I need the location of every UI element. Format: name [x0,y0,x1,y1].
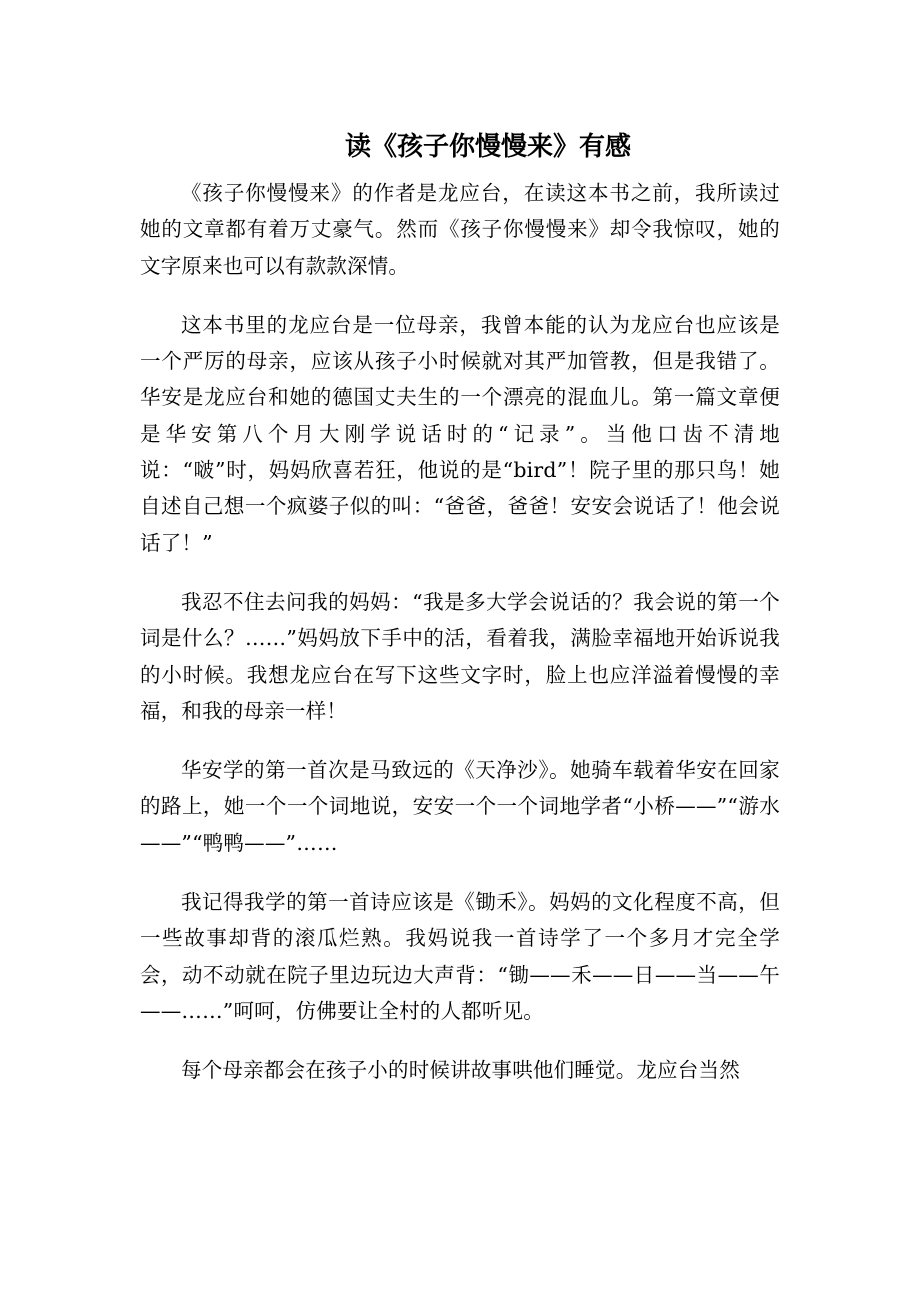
paragraph: 华安学的第一首次是马致远的《天净沙》。她骑车载着华安在回家的路上，她一个一个词地说，安安一个一个词地学者“小桥——”“游水——”“鸭鸭——”…… [140,758,780,855]
paragraph: 这本书里的龙应台是一位母亲，我曾本能的认为龙应台也应该是一个严厉的母亲，应该从孩子小时候就对其严加管教，但是我错了。华安是龙应台和她的德国丈夫生的一个漂亮的混血儿。第一篇文章便是华安第八个月大刚学说话时的“记录”。当他口齿不清地说：“啵”时，妈妈欣喜若狂，他说的是“bird”！院子里的那只鸟！她自述自己想一个疯婆子似的叫：“爸爸，爸爸！安安会说话了！他会说话了！” [140,312,780,555]
document-title: 读《孩子你慢慢来》有感 [344,132,631,163]
paragraph: 《孩子你慢慢来》的作者是龙应台，在读这本书之前，我所读过她的文章都有着万丈豪气。然而《孩子你慢慢来》却令我惊叹，她的文字原来也可以有款款深情。 [140,181,780,278]
document-body [140,175,780,1112]
paragraph: 我记得我学的第一首诗应该是《锄禾》。妈妈的文化程度不高，但一些故事却背的滚瓜烂熟。我妈说我一首诗学了一个多月才完全学会，动不动就在院子里边玩边大声背：“锄——禾——日——当——午——……”呵呵，仿佛要让全村的人都听见。 [140,890,780,1023]
paragraph: 我忍不住去问我的妈妈：“我是多大学会说话的？我会说的第一个词是什么？……”妈妈放下手中的活，看着我，满脸幸福地开始诉说我的小时候。我想龙应台在写下这些文字时，脸上也应洋溢着慢慢的幸福，和我的母亲一样！ [140,589,780,723]
paragraph: 每个母亲都会在孩子小的时候讲故事哄他们睡觉。龙应台当然 [181,1058,740,1083]
